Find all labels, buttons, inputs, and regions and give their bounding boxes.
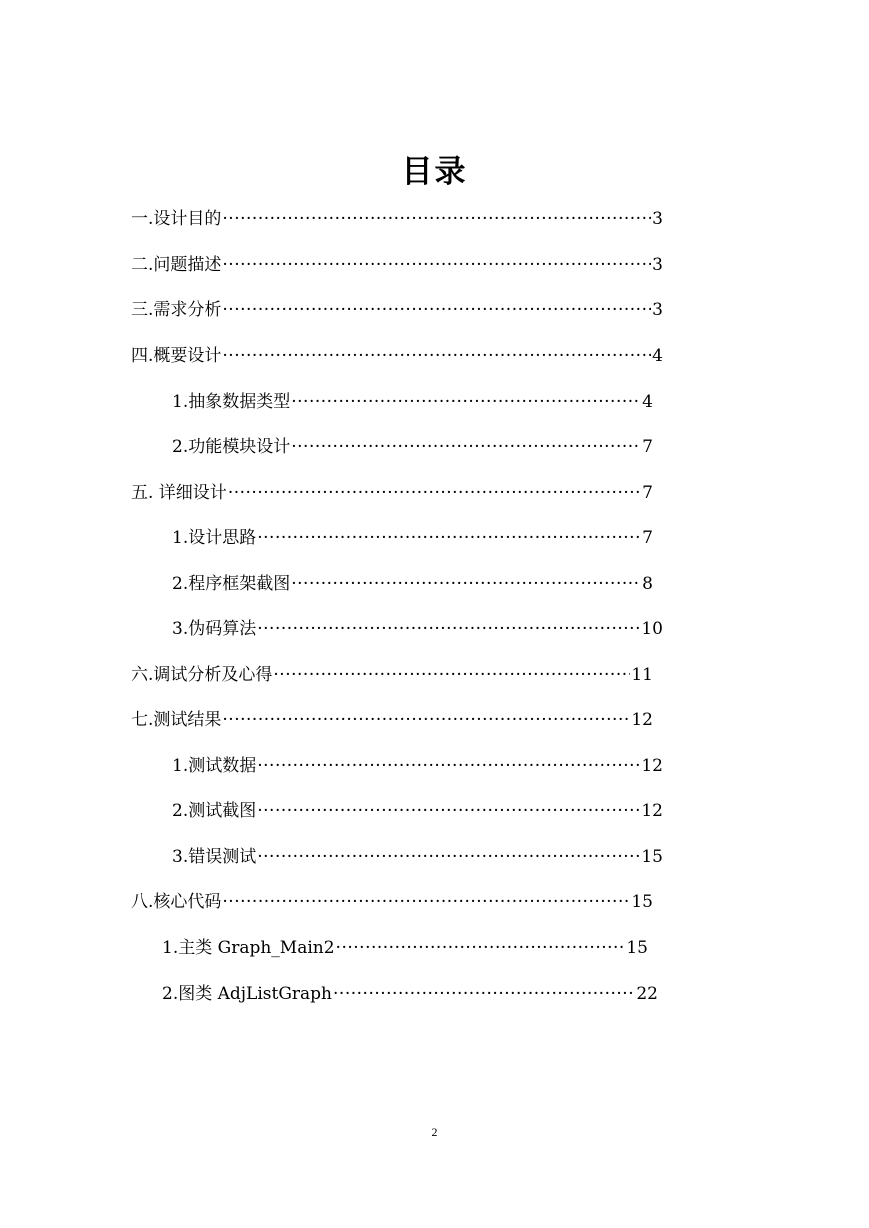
toc-entry-label: 3.伪码算法 bbox=[172, 619, 257, 639]
toc-subentry[interactable] bbox=[172, 571, 653, 597]
toc-dot-leader bbox=[257, 525, 641, 551]
toc-entry-label: 1.设计思路 bbox=[172, 528, 257, 548]
toc-entry-page: 12 bbox=[631, 710, 653, 730]
toc-entry-label: 八.核心代码 bbox=[131, 892, 222, 912]
toc-entry-page: 7 bbox=[642, 528, 653, 548]
toc-entry-label: 五. 详细设计 bbox=[131, 483, 227, 503]
toc-subentry[interactable] bbox=[172, 434, 653, 460]
toc-dot-leader bbox=[273, 662, 630, 688]
toc-entry-label: 2.图类 AdjListGraph bbox=[162, 984, 333, 1004]
toc-dot-leader bbox=[257, 798, 640, 824]
page-number: 2 bbox=[431, 1125, 438, 1139]
toc-dot-leader bbox=[291, 389, 641, 415]
toc-entry-page: 3 bbox=[652, 300, 663, 320]
toc-entry-label: 三.需求分析 bbox=[131, 300, 222, 320]
toc-entry-label: 1.主类 Graph_Main2 bbox=[162, 938, 335, 958]
toc-subentry[interactable] bbox=[172, 753, 663, 779]
toc-entry-page: 15 bbox=[641, 847, 663, 867]
toc-entry-label: 2.测试截图 bbox=[172, 801, 257, 821]
toc-subentry[interactable] bbox=[172, 844, 663, 870]
toc-entry-page: 15 bbox=[631, 892, 653, 912]
toc-dot-leader bbox=[222, 297, 651, 323]
toc-entry-label: 七.测试结果 bbox=[131, 710, 222, 730]
toc-subentry[interactable] bbox=[162, 981, 658, 1007]
toc-entry-page: 4 bbox=[642, 392, 653, 412]
toc-dot-leader bbox=[291, 434, 641, 460]
toc-dot-leader bbox=[257, 616, 640, 642]
toc-entry[interactable] bbox=[131, 252, 663, 278]
toc-dot-leader bbox=[222, 889, 630, 915]
toc-entry[interactable] bbox=[131, 707, 653, 733]
toc-subentry[interactable] bbox=[172, 389, 653, 415]
toc-entry-page: 12 bbox=[641, 756, 663, 776]
page-title: 目录 bbox=[401, 154, 468, 190]
toc-entry-page: 12 bbox=[641, 801, 663, 821]
toc-entry-label: 二.问题描述 bbox=[131, 255, 222, 275]
toc-dot-leader bbox=[222, 343, 651, 369]
toc-dot-leader bbox=[222, 252, 651, 278]
toc-entry-page: 15 bbox=[626, 938, 648, 958]
toc-entry-page: 4 bbox=[652, 346, 663, 366]
toc-entry-label: 一.设计目的 bbox=[131, 209, 222, 229]
toc-subentry[interactable] bbox=[172, 525, 653, 551]
toc-entry-page: 22 bbox=[636, 984, 658, 1004]
toc-entry-page: 8 bbox=[642, 574, 653, 594]
toc-dot-leader bbox=[222, 707, 630, 733]
toc-entry-label: 2.程序框架截图 bbox=[172, 574, 291, 594]
toc-entry-page: 7 bbox=[642, 437, 653, 457]
toc-entry-label: 3.错误测试 bbox=[172, 847, 257, 867]
toc-entry[interactable] bbox=[131, 889, 653, 915]
toc-dot-leader bbox=[222, 206, 651, 232]
toc-entry[interactable] bbox=[131, 480, 653, 506]
toc-dot-leader bbox=[228, 480, 641, 506]
toc-subentry[interactable] bbox=[172, 798, 663, 824]
toc-entry[interactable] bbox=[131, 343, 663, 369]
toc-entry-label: 2.功能模块设计 bbox=[172, 437, 291, 457]
toc-entry-page: 7 bbox=[642, 483, 653, 503]
toc-subentry[interactable] bbox=[162, 935, 648, 961]
toc-dot-leader bbox=[333, 981, 635, 1007]
toc-entry[interactable] bbox=[131, 297, 663, 323]
toc-entry-label: 1.测试数据 bbox=[172, 756, 257, 776]
toc-dot-leader bbox=[291, 571, 641, 597]
toc-entry-page: 3 bbox=[652, 209, 663, 229]
toc-entry-page: 3 bbox=[652, 255, 663, 275]
toc-dot-leader bbox=[336, 935, 626, 961]
toc-subentry[interactable] bbox=[172, 616, 663, 642]
toc-dot-leader bbox=[257, 753, 640, 779]
toc-entry[interactable] bbox=[131, 206, 663, 232]
toc-entry-page: 10 bbox=[641, 619, 663, 639]
toc-dot-leader bbox=[257, 844, 640, 870]
toc-entry-label: 四.概要设计 bbox=[131, 346, 222, 366]
toc-entry-label: 六.调试分析及心得 bbox=[131, 665, 273, 685]
toc-entry-label: 1.抽象数据类型 bbox=[172, 392, 291, 412]
toc-entry[interactable] bbox=[131, 662, 653, 688]
toc-entry-page: 11 bbox=[631, 665, 653, 685]
